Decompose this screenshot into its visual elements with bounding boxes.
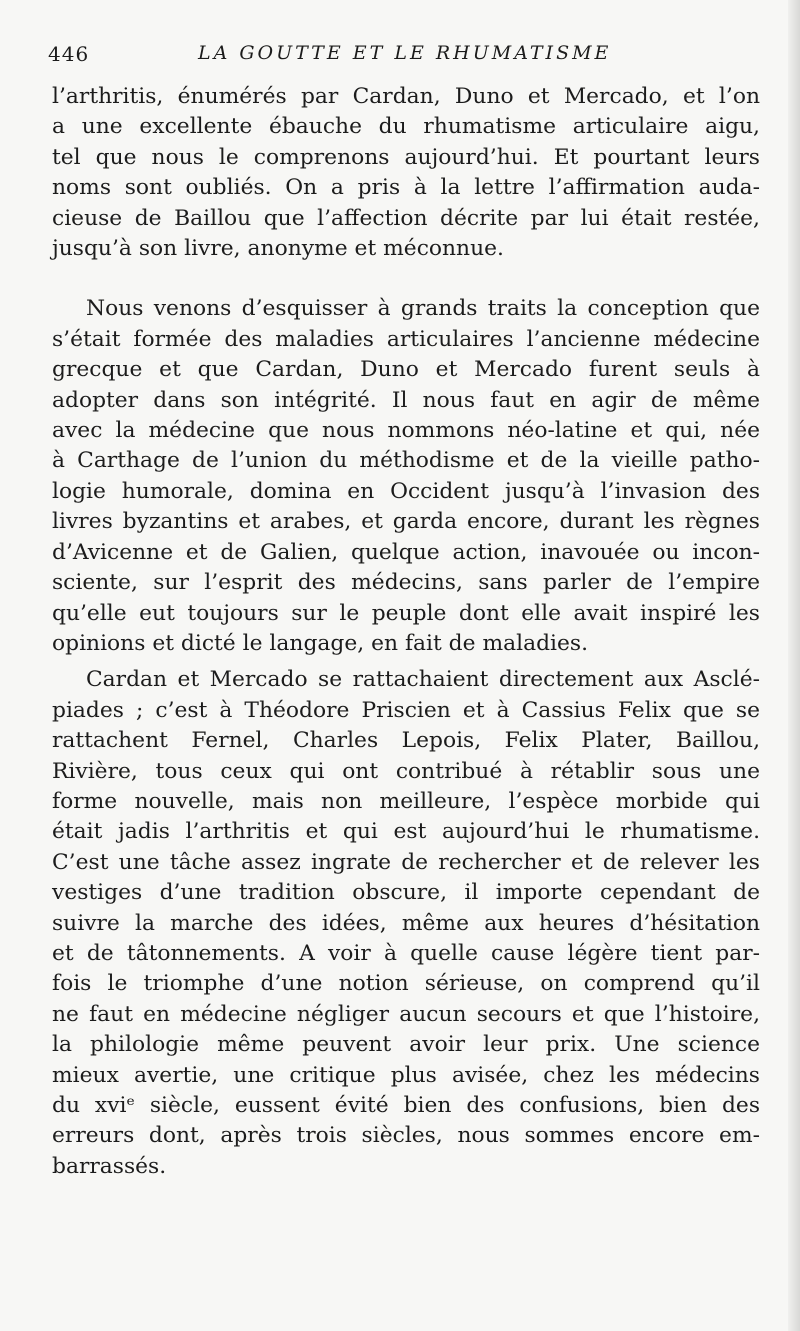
text-line: Cardan et Mercado se rattachaient directement aux Asclé- [86, 667, 760, 693]
text-line: a une excellente ébauche du rhumatisme articulaire aigu, [52, 114, 760, 140]
text-line: Rivière, tous ceux qui ont contribué à rétablir sous une [52, 758, 760, 784]
paragraph-1 [52, 82, 760, 264]
page-edge-shadow [788, 0, 800, 1331]
text-line: tel que nous le comprenons aujourd’hui. Et pourtant leurs [52, 144, 760, 170]
text-line: du xviᵉ siècle, eussent évité bien des confusions, bien des [52, 1093, 760, 1118]
text-line: noms sont oubliés. On a pris à la lettre l’affirmation auda- [52, 175, 760, 201]
text-line: la philologie même peuvent avoir leur prix. Une science [52, 1032, 760, 1058]
text-line: était jadis l’arthritis et qui est aujourd’hui le rhumatisme. [52, 819, 760, 845]
text-line: rattachent Fernel, Charles Lepois, Felix Plater, Baillou, [52, 728, 760, 754]
text-line: d’Avicenne et de Galien, quelque action, inavouée ou incon- [52, 539, 760, 565]
body-text [52, 82, 760, 1182]
text-line: avec la médecine que nous nommons néo-latine et qui, née [52, 418, 760, 444]
text-line: jusqu’à son livre, anonyme et méconnue. [52, 236, 504, 262]
text-line: ne faut en médecine négliger aucun secours et que l’histoire, [52, 1001, 760, 1027]
text-line: mieux avertie, une critique plus avisée, chez les médecins [52, 1062, 760, 1088]
running-title: LA GOUTTE ET LE RHUMATISME [198, 42, 612, 64]
text-line: cieuse de Baillou que l’affection décrite par lui était restée, [52, 205, 760, 231]
text-line: barrassés. [52, 1153, 167, 1179]
page-header [48, 42, 758, 72]
text-line: forme nouvelle, mais non meilleure, l’espèce morbide qui [52, 788, 760, 814]
text-line: erreurs dont, après trois siècles, nous sommes encore em- [52, 1123, 760, 1149]
page-number: 446 [48, 42, 90, 66]
text-line: et de tâtonnements. A voir à quelle cause légère tient par- [52, 940, 760, 966]
paragraph-2 [52, 294, 760, 659]
text-line: C’est une tâche assez ingrate de rechercher et de relever les [52, 849, 760, 875]
text-line: Nous venons d’esquisser à grands traits la conception que [86, 296, 760, 322]
text-line: fois le triomphe d’une notion sérieuse, on comprend qu’il [52, 971, 760, 997]
text-line: sciente, sur l’esprit des médecins, sans parler de l’empire [52, 570, 760, 596]
paragraph-3 [52, 665, 760, 1182]
text-line: vestiges d’une tradition obscure, il importe cependant de [52, 880, 760, 906]
text-line: piades ; c’est à Théodore Priscien et à Cassius Felix que se [52, 697, 760, 723]
text-line: l’arthritis, énumérés par Cardan, Duno et Mercado, et l’on [52, 84, 760, 109]
text-line: qu’elle eut toujours sur le peuple dont elle avait inspiré les [52, 600, 760, 626]
text-line: suivre la marche des idées, même aux heures d’hésitation [52, 910, 760, 936]
text-line: opinions et dicté le langage, en fait de maladies. [52, 630, 589, 656]
text-line: à Carthage de l’union du méthodisme et de la vieille patho- [52, 448, 760, 474]
text-line: logie humorale, domina en Occident jusqu’à l’invasion des [52, 478, 760, 504]
text-line: s’était formée des maladies articulaires l’ancienne médecine [52, 326, 760, 352]
text-line: livres byzantins et arabes, et garda encore, durant les règnes [52, 509, 760, 535]
text-line: adopter dans son intégrité. Il nous faut en agir de même [52, 387, 760, 413]
text-line: grecque et que Cardan, Duno et Mercado furent seuls à [52, 357, 760, 383]
